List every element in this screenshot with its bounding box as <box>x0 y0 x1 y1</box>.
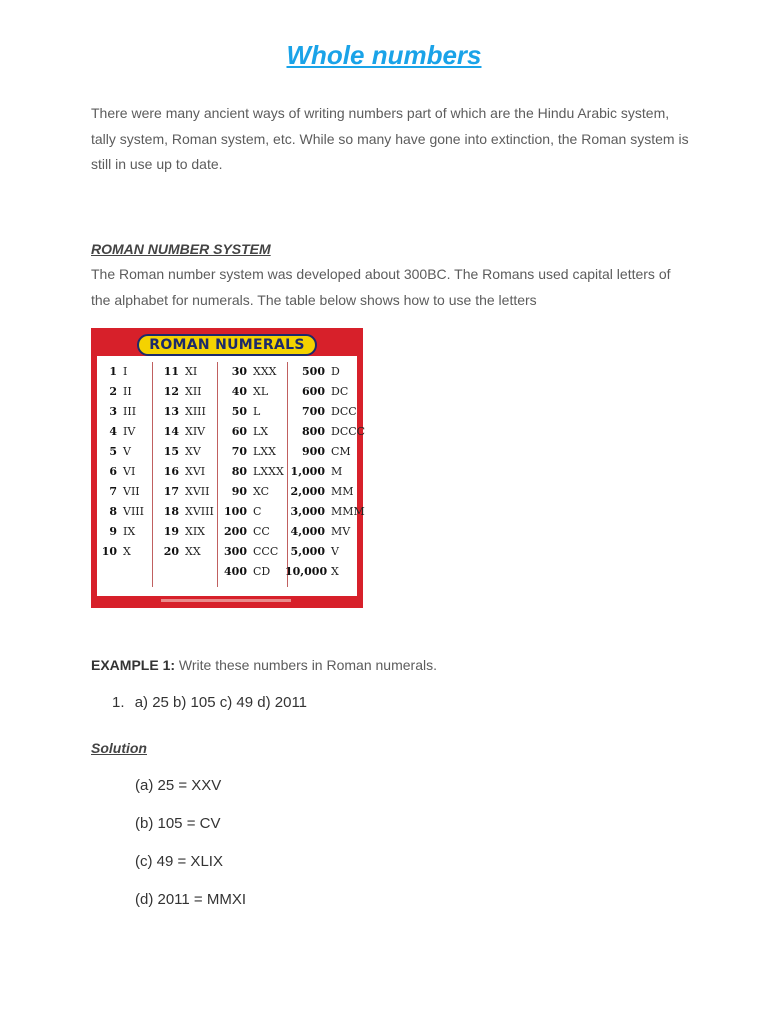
chart-row <box>219 502 284 522</box>
chart-roman: MV <box>331 525 351 538</box>
chart-column-4 <box>285 362 365 582</box>
chart-roman: L <box>253 405 261 418</box>
chart-row <box>219 562 284 582</box>
chart-number: 400 <box>224 565 247 578</box>
chart-row <box>155 402 214 422</box>
chart-number: 15 <box>163 445 179 458</box>
chart-roman: V <box>123 445 131 458</box>
chart-panel <box>97 356 366 596</box>
chart-roman: V <box>331 545 339 558</box>
chart-column-1 <box>99 362 144 562</box>
chart-roman: I <box>123 365 128 378</box>
chart-number: 1,000 <box>290 465 325 478</box>
section-heading: ROMAN NUMBER SYSTEM <box>91 241 271 257</box>
chart-row <box>219 422 284 442</box>
chart-row <box>219 522 284 542</box>
chart-number: 18 <box>163 505 179 518</box>
chart-number: 80 <box>231 465 247 478</box>
example-list-item <box>112 694 307 711</box>
chart-roman: XVIII <box>185 505 214 518</box>
chart-number: 12 <box>163 385 179 398</box>
chart-number: 5 <box>109 445 117 458</box>
chart-row <box>99 442 144 462</box>
chart-number: 70 <box>231 445 247 458</box>
chart-number: 14 <box>163 425 179 438</box>
solution-line: (c) 49 = XLIX <box>135 853 223 870</box>
chart-roman: IV <box>123 425 136 438</box>
chart-number: 40 <box>231 385 247 398</box>
chart-row <box>219 402 284 422</box>
chart-number: 7 <box>109 485 117 498</box>
chart-number: 100 <box>224 505 247 518</box>
chart-number: 10 <box>101 545 117 558</box>
chart-row <box>99 502 144 522</box>
chart-row <box>285 522 365 542</box>
chart-roman: MM <box>331 485 354 498</box>
chart-number: 16 <box>163 465 179 478</box>
chart-row <box>155 542 214 562</box>
chart-number: 5,000 <box>290 545 325 558</box>
solution-line: (b) 105 = CV <box>135 815 221 832</box>
chart-roman: IX <box>123 525 136 538</box>
chart-row <box>285 462 365 482</box>
chart-roman: XIII <box>185 405 206 418</box>
chart-roman: VII <box>123 485 140 498</box>
chart-number: 17 <box>163 485 179 498</box>
column-divider <box>217 362 218 587</box>
chart-column-3 <box>219 362 284 582</box>
chart-roman: XXX <box>253 365 277 378</box>
chart-number: 30 <box>231 365 247 378</box>
chart-row <box>99 402 144 422</box>
chart-number: 700 <box>302 405 325 418</box>
chart-roman: C <box>253 505 262 518</box>
roman-numerals-chart <box>91 328 366 608</box>
chart-row <box>99 482 144 502</box>
example-line <box>91 657 437 673</box>
list-marker: 1. <box>112 694 125 711</box>
chart-row <box>219 442 284 462</box>
chart-row <box>99 522 144 542</box>
chart-row <box>285 362 365 382</box>
chart-roman: X <box>123 545 131 558</box>
chart-title: ROMAN NUMERALS <box>137 334 317 356</box>
chart-number: 10,000 <box>285 565 328 578</box>
chart-row <box>219 462 284 482</box>
chart-roman: III <box>123 405 137 418</box>
chart-number: 200 <box>224 525 247 538</box>
chart-number: 50 <box>231 405 247 418</box>
chart-row <box>219 542 284 562</box>
chart-number: 9 <box>109 525 117 538</box>
chart-row <box>155 522 214 542</box>
chart-number: 11 <box>163 365 179 378</box>
chart-number: 4 <box>109 425 117 438</box>
chart-row <box>99 382 144 402</box>
chart-number: 900 <box>302 445 325 458</box>
chart-row <box>219 482 284 502</box>
chart-roman: XI <box>185 365 198 378</box>
chart-number: 4,000 <box>290 525 325 538</box>
chart-row <box>155 442 214 462</box>
example-label: EXAMPLE 1: <box>91 657 176 673</box>
chart-roman: MMM <box>331 505 365 518</box>
chart-number: 300 <box>224 545 247 558</box>
chart-row <box>155 502 214 522</box>
chart-row <box>219 382 284 402</box>
chart-row <box>155 382 214 402</box>
chart-row <box>99 462 144 482</box>
chart-number: 800 <box>302 425 325 438</box>
chart-roman: XII <box>185 385 202 398</box>
chart-roman: M <box>331 465 343 478</box>
chart-row <box>285 382 365 402</box>
page-title-wrap <box>0 40 768 71</box>
chart-row <box>155 362 214 382</box>
chart-roman: XL <box>253 385 269 398</box>
chart-number: 6 <box>109 465 117 478</box>
chart-row <box>285 562 365 582</box>
chart-row <box>285 402 365 422</box>
chart-row <box>99 542 144 562</box>
chart-roman: CCC <box>253 545 279 558</box>
chart-number: 19 <box>163 525 179 538</box>
chart-row <box>285 502 365 522</box>
chart-roman: DCCC <box>331 425 366 438</box>
solution-heading: Solution <box>91 740 147 756</box>
chart-row <box>155 482 214 502</box>
chart-roman: LX <box>253 425 269 438</box>
chart-roman: XV <box>185 445 201 458</box>
chart-roman: DC <box>331 385 349 398</box>
chart-row <box>219 362 284 382</box>
chart-number: 60 <box>231 425 247 438</box>
chart-row <box>99 422 144 442</box>
chart-roman: CC <box>253 525 270 538</box>
chart-number: 13 <box>163 405 179 418</box>
chart-roman: CM <box>331 445 351 458</box>
page-title: Whole numbers <box>286 40 482 70</box>
chart-row <box>155 462 214 482</box>
chart-number: 600 <box>302 385 325 398</box>
chart-roman: D <box>331 365 340 378</box>
chart-number: 8 <box>109 505 117 518</box>
chart-roman: X <box>331 565 339 578</box>
example-text: Write these numbers in Roman numerals. <box>175 657 437 673</box>
chart-roman: XC <box>253 485 270 498</box>
chart-roman: VI <box>123 465 136 478</box>
chart-roman: XIV <box>185 425 206 438</box>
chart-number: 2 <box>109 385 117 398</box>
chart-roman: VIII <box>123 505 144 518</box>
chart-row <box>155 422 214 442</box>
chart-row <box>285 542 365 562</box>
chart-roman: II <box>123 385 132 398</box>
chart-column-2 <box>155 362 214 562</box>
chart-row <box>99 362 144 382</box>
chart-row <box>285 442 365 462</box>
chart-number: 90 <box>231 485 247 498</box>
column-divider <box>152 362 153 587</box>
chart-number: 500 <box>302 365 325 378</box>
chart-number: 1 <box>109 365 117 378</box>
chart-roman: XVII <box>185 485 210 498</box>
chart-number: 2,000 <box>290 485 325 498</box>
chart-row <box>285 482 365 502</box>
chart-number: 3 <box>109 405 117 418</box>
chart-number: 20 <box>163 545 179 558</box>
list-text: a) 25 b) 105 c) 49 d) 2011 <box>134 694 308 711</box>
chart-roman: LXXX <box>253 465 284 478</box>
chart-roman: XVI <box>185 465 206 478</box>
chart-roman: XX <box>185 545 201 558</box>
chart-number: 3,000 <box>290 505 325 518</box>
chart-footer-strip <box>161 599 291 602</box>
solution-line: (a) 25 = XXV <box>135 777 222 794</box>
chart-row <box>285 422 365 442</box>
solution-line: (d) 2011 = MMXI <box>135 891 247 908</box>
chart-roman: LXX <box>253 445 276 458</box>
intro-paragraph: There were many ancient ways of writing numbers part of which are the Hindu Arabic system, tally system, Roman system, etc. While so many have gone into extinction, the Roman system is still in use up to date. <box>91 105 689 172</box>
chart-roman: CD <box>253 565 271 578</box>
chart-roman: XIX <box>185 525 206 538</box>
chart-roman: DCC <box>331 405 357 418</box>
section-paragraph: The Roman number system was developed about 300BC. The Romans used capital letters of the alphabet for numerals. The table below shows how to use the letters <box>91 266 671 308</box>
